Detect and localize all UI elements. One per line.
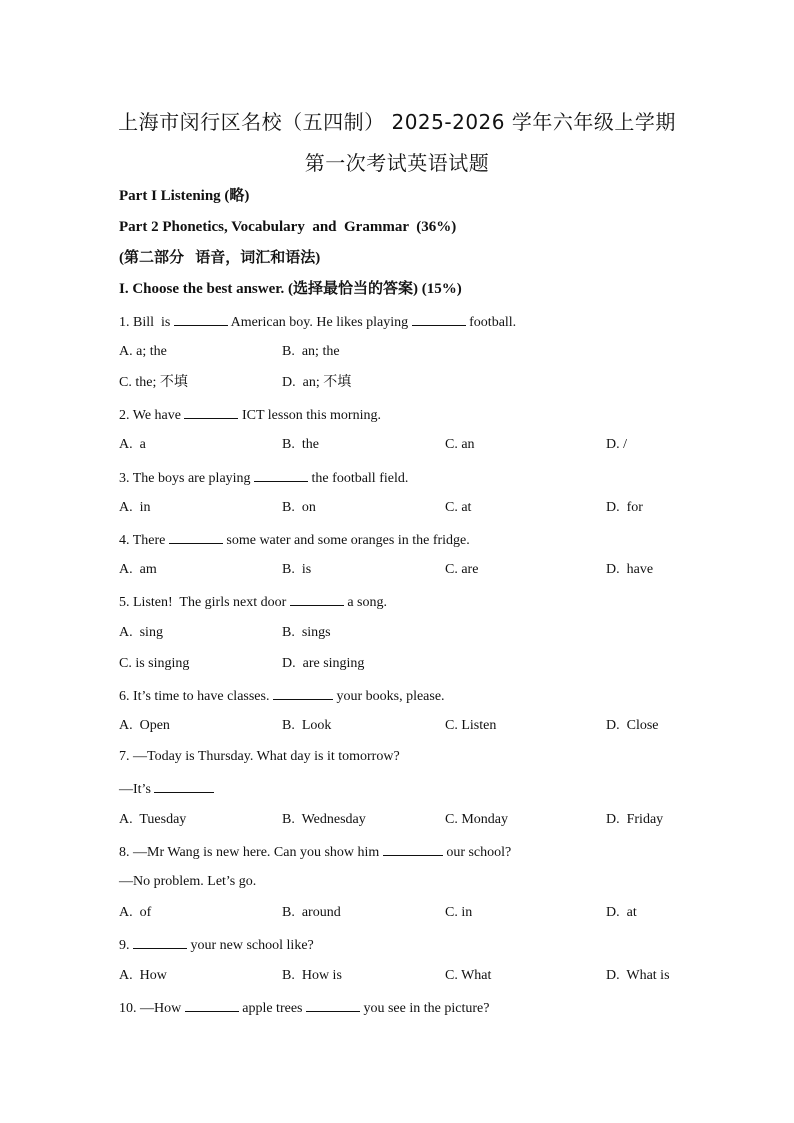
option-c[interactable]: C. Listen: [445, 718, 497, 733]
option-b[interactable]: B. How is: [282, 968, 342, 983]
answer-blank[interactable]: [174, 312, 228, 326]
option-a[interactable]: A. in: [119, 500, 151, 515]
question-7-response: —It’s: [119, 779, 214, 799]
option-a[interactable]: A. am: [119, 562, 157, 577]
option-b[interactable]: B. the: [282, 437, 319, 452]
option-b[interactable]: B. around: [282, 905, 341, 920]
question-9: 9. your new school like?: [119, 935, 314, 955]
answer-blank[interactable]: [133, 935, 187, 949]
option-a[interactable]: A. a; the: [119, 344, 167, 359]
option-c[interactable]: C. What: [445, 968, 492, 983]
option-d[interactable]: D. have: [606, 562, 654, 577]
option-d[interactable]: D. /: [606, 437, 627, 452]
option-c[interactable]: C. is singing: [119, 656, 190, 671]
answer-blank[interactable]: [306, 998, 360, 1012]
option-b[interactable]: B. is: [282, 562, 312, 577]
answer-blank[interactable]: [383, 842, 443, 856]
answer-blank[interactable]: [273, 686, 333, 700]
option-a[interactable]: A. of: [119, 905, 152, 920]
option-d[interactable]: D. are singing: [282, 656, 365, 671]
question-8: 8. —Mr Wang is new here. Can you show him our school?: [119, 842, 511, 862]
question-7: 7. —Today is Thursday. What day is it tomorrow?: [119, 749, 400, 764]
option-c[interactable]: C. in: [445, 905, 473, 920]
answer-blank[interactable]: [184, 405, 238, 419]
answer-blank[interactable]: [169, 530, 223, 544]
exam-title-line1: 上海市闵行区名校（五四制） 2025-2026 学年六年级上学期: [118, 110, 676, 134]
option-a[interactable]: A. How: [119, 968, 167, 983]
answer-blank[interactable]: [254, 468, 308, 482]
question-1: 1. Bill is American boy. He likes playing football.: [119, 312, 516, 332]
option-d[interactable]: D. for: [606, 500, 643, 515]
option-d[interactable]: D. an; 不填: [282, 375, 352, 390]
option-c[interactable]: C. Monday: [445, 812, 508, 827]
option-b[interactable]: B. Wednesday: [282, 812, 366, 827]
question-10: 10. —How apple trees you see in the picture?: [119, 998, 489, 1018]
option-d[interactable]: D. What is: [606, 968, 670, 983]
answer-blank[interactable]: [185, 998, 239, 1012]
question-3: 3. The boys are playing the football field.: [119, 468, 408, 488]
option-c[interactable]: C. at: [445, 500, 472, 515]
answer-blank[interactable]: [290, 592, 344, 606]
question-8-response: —No problem. Let’s go.: [119, 874, 257, 889]
option-c[interactable]: C. the; 不填: [119, 375, 188, 390]
exam-title-line2: 第一次考试英语试题: [304, 151, 490, 175]
answer-blank[interactable]: [154, 779, 214, 793]
part2-heading: Part 2 Phonetics, Vocabulary and Grammar (36%): [119, 219, 457, 235]
option-d[interactable]: D. Friday: [606, 812, 664, 827]
question-6: 6. It’s time to have classes. your books, please.: [119, 686, 445, 706]
option-a[interactable]: A. a: [119, 437, 146, 452]
question-4: 4. There some water and some oranges in the fridge.: [119, 530, 470, 550]
part1-heading: Part I Listening (略): [119, 188, 250, 204]
part2-chinese-heading: (第二部分 语音，词汇和语法): [119, 250, 321, 266]
option-d[interactable]: D. Close: [606, 718, 659, 733]
option-c[interactable]: C. an: [445, 437, 475, 452]
option-d[interactable]: D. at: [606, 905, 637, 920]
option-b[interactable]: B. on: [282, 500, 316, 515]
option-c[interactable]: C. are: [445, 562, 479, 577]
option-a[interactable]: A. sing: [119, 625, 163, 640]
option-a[interactable]: A. Open: [119, 718, 170, 733]
option-b[interactable]: B. Look: [282, 718, 332, 733]
question-2: 2. We have ICT lesson this morning.: [119, 405, 381, 425]
answer-blank[interactable]: [412, 312, 466, 326]
section1-heading: I. Choose the best answer. (选择最恰当的答案) (15%): [119, 281, 462, 297]
option-a[interactable]: A. Tuesday: [119, 812, 187, 827]
option-b[interactable]: B. an; the: [282, 344, 340, 359]
question-5: 5. Listen! The girls next door a song.: [119, 592, 387, 612]
option-b[interactable]: B. sings: [282, 625, 331, 640]
